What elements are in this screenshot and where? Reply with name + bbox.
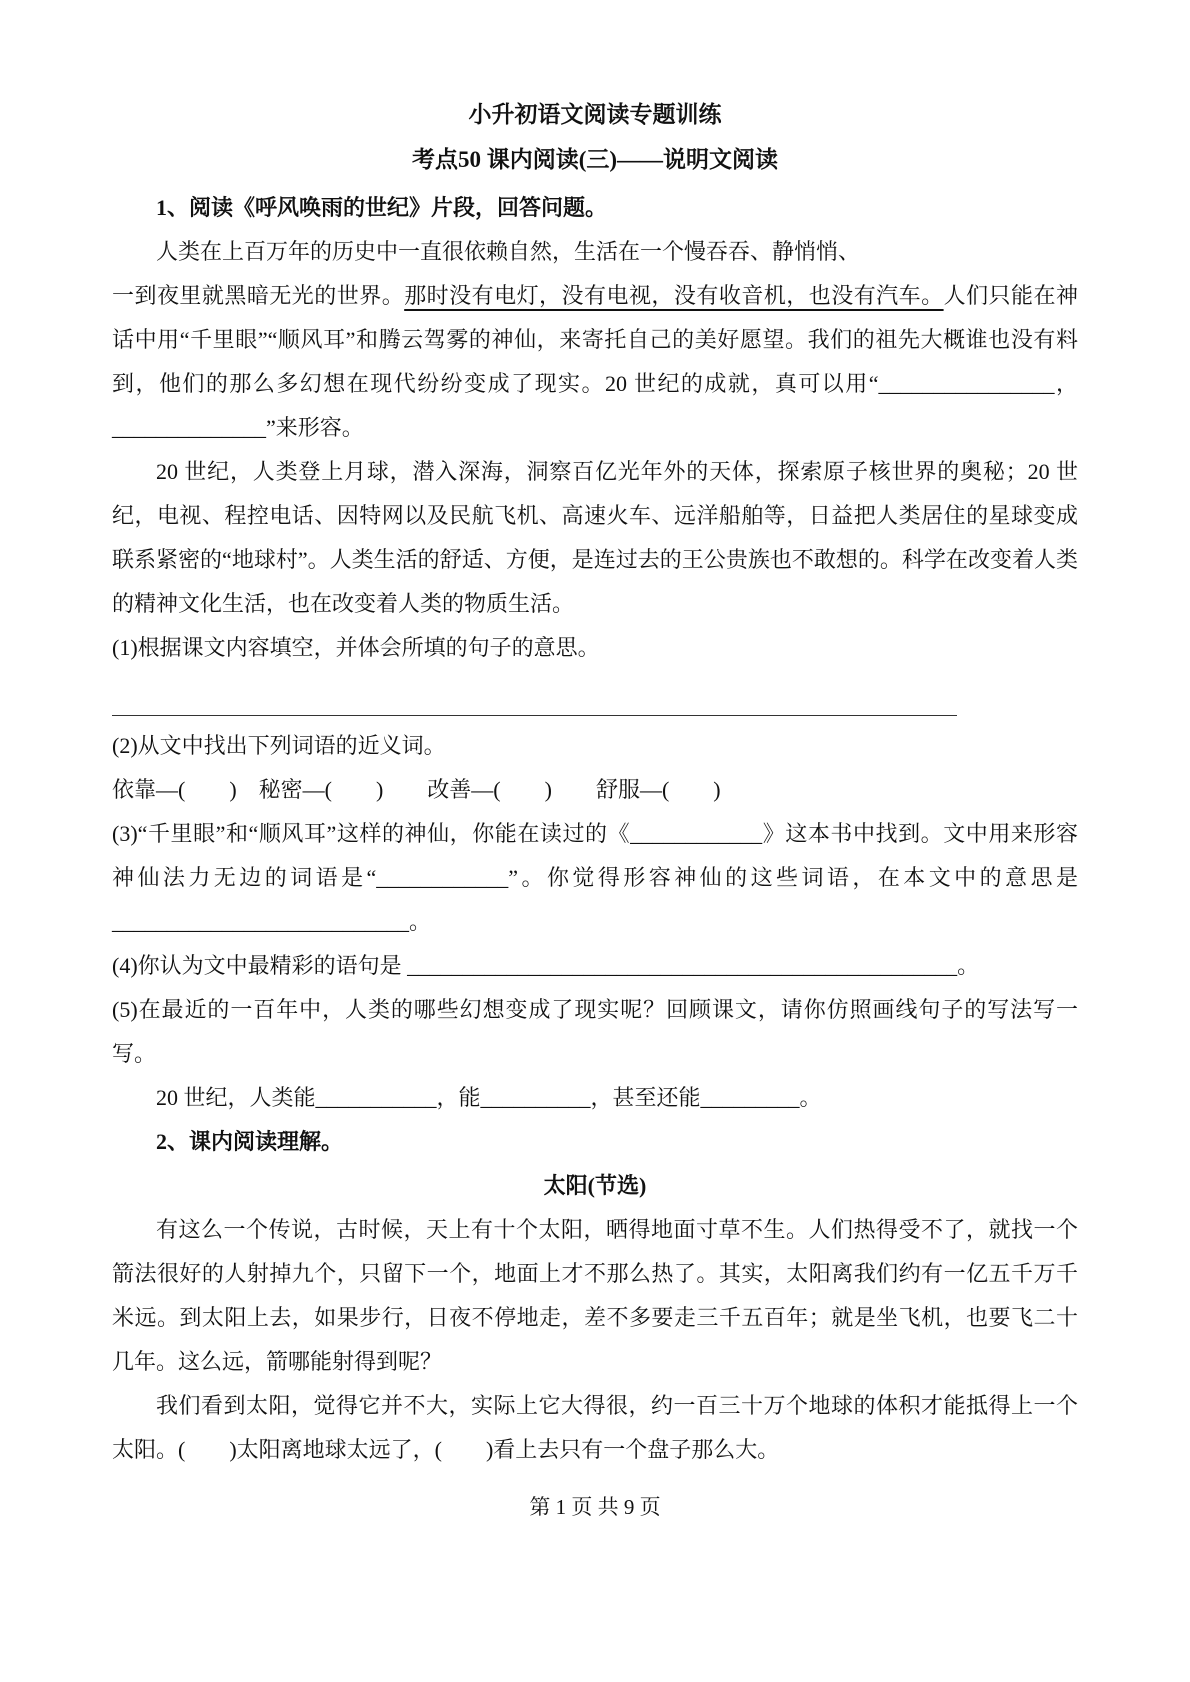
passage2-title: 太阳(节选) — [543, 1173, 647, 1198]
passage1-underlined-sentence: 那时没有电灯，没有电视，没有收音机，也没有汽车。 — [404, 283, 944, 308]
doc-subtitle: 考点50 课内阅读(三)——说明文阅读 — [411, 147, 779, 172]
section1-heading: 1、阅读《呼风唤雨的世纪》片段，回答问题。 — [156, 195, 608, 220]
passage1-line1: 人类在上百万年的历史中一直很依赖自然，生活在一个慢吞吞、静悄悄、 — [156, 239, 861, 264]
page-number-footer: 第 1 页 共 9 页 — [529, 1495, 661, 1519]
question-4: (4)你认为文中最精彩的语句是 __________________________________________________。 — [112, 953, 980, 978]
question-5-fill-line: 20 世纪，人类能___________，能__________，甚至还能_________。 — [156, 1085, 822, 1110]
passage2-paragraph2: 我们看到太阳，觉得它并不大，实际上它大得很，约一百三十万个地球的体积才能抵得上一个太阳。( )太阳离地球太远了，( )看上去只有一个盘子那么大。 — [112, 1393, 1078, 1462]
synonyms-fill-line: 依靠—( ) 秘密—( ) 改善—( ) 舒服—( ) — [112, 777, 721, 802]
passage1-paragraph2: 20 世纪，人类登上月球，潜入深海，洞察百亿光年外的天体，探索原子核世界的奥秘；20 世纪，电视、程控电话、因特网以及民航飞机、高速火车、远洋船舶等，日益把人类居住的星球变成联系紧密的“地球村”。人类生活的舒适、方便，是连过去的王公贵族也不敢想的。科学在改变着人类的精神文化生活，也在改变着人类的物质生活。 — [112, 459, 1078, 616]
question-1: (1)根据课文内容填空，并体会所填的句子的意思。 — [112, 635, 600, 660]
passage1-post-underline-text: 人们只能在神话中用“千里眼”“顺风耳”和腾云驾雾的神仙，来寄托自己的美好愿望。我们的祖先大概谁也没有料到，他们的那么多幻想在现代纷纷变成了现实。20 世纪的成就，真可以用“________________，______________”来形容。 — [112, 283, 1078, 440]
question-2: (2)从文中找出下列词语的近义词。 — [112, 733, 446, 758]
section2-heading: 2、课内阅读理解。 — [156, 1129, 344, 1154]
question-3: (3)“千里眼”和“顺风耳”这样的神仙，你能在读过的《____________》这本书中找到。文中用来形容神仙法力无边的词语是“____________”。你觉得形容神仙的这些词语，在本文中的意思是___________________________。 — [112, 821, 1078, 934]
question-5: (5)在最近的一百年中，人类的哪些幻想变成了现实呢？回顾课文，请你仿照画线句子的写法写一写。 — [112, 997, 1078, 1066]
doc-title: 小升初语文阅读专题训练 — [468, 102, 722, 127]
answer-blank-line — [112, 670, 957, 716]
passage2-paragraph1: 有这么一个传说，古时候，天上有十个太阳，晒得地面寸草不生。人们热得受不了，就找一个箭法很好的人射掉九个，只留下一个，地面上才不那么热了。其实，太阳离我们约有一亿五千万千米远。到太阳上去，如果步行，日夜不停地走，差不多要走三千五百年；就是坐飞机，也要飞二十几年。这么远，箭哪能射得到呢？ — [112, 1217, 1078, 1374]
passage1-paragraph — [112, 274, 1078, 450]
passage1-pre-underline-text: 一到夜里就黑暗无光的世界。 — [112, 283, 405, 308]
